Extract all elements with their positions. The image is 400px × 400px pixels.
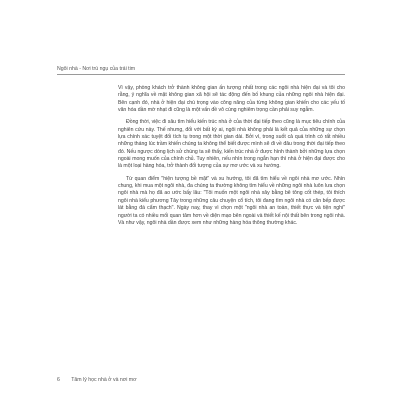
header-rule	[57, 74, 345, 75]
paragraph-3: Từ quan điểm "hiện tượng bề mặt" và xu hướng, tôi đã tìm hiểu về ngôi nhà mơ ước. Nhìn chung, khi mua một ngôi nhà, đa chúng ta thường không tìm hiểu về những ngôi nhà luôn lưa chọn ngôi nhà mà họ đã ao ước bấy lâu: "Tôi muốn một ngôi nhà xây bằng bê tông cốt thép, tôi thích ngôi nhà kiểu phương Tây trong những câu chuyện cổ tích, tôi đang tìm ngôi nhà có căn bếp được lát bằng đá cẩm thạch". Ngày nay, thay vì chọn một "ngôi nhà an toàn, thiết thực và tiện nghi" người ta có nhiều mối quan tâm hơn về diện mạo bên ngoài và thiết kế nội thất bên trong ngôi nhà. Và như vậy, ngôi nhà dần được xem như những hàng hóa thông thường khác.	[118, 175, 345, 226]
paragraph-1: Vì vậy, phòng khách trở thành không gian ấn tượng nhất trong các ngôi nhà hiện đại và tôi cho rằng, ý nghĩa về mặt không gian xã hội sẽ tác động đến bố khung của những ngôi nhà hiện đại. Bên cạnh đó, nhà ở hiện đại chú trọng vào công năng của từng không gian khiến cho các yếu tố văn hóa dần mờ nhạt đi cũng là một vấn đề vô cùng nghiêm trọng cần phải suy ngẫm.	[118, 85, 345, 114]
footer-book-title: Tâm lý học nhà ở và nơi mơ	[71, 377, 137, 383]
page-number: 6	[57, 377, 60, 383]
paragraph-2: Đồng thời, việc đi sâu tìm hiểu kiến trúc nhà ở của thời đại tiếp theo cũng là mục tiêu chính của nghiên cứu này. Thế nhưng, đối với bất kỳ ai, ngôi nhà không phải là kết quả của những sự chọn lựa chính xác tuyệt đối tích tụ trong một thời gian dài. Bởi vì, trong suốt cả quá trình có rất nhiều những tháng lúc trầm khiến chúng ta không thể biết được mình sẽ đi về đâu trong thời đại tiếp theo đó. Nếu ngược dòng lịch sử chúng ta sẽ thấy, kiến trúc nhà ở được hình thành bởi những lựa chọn ngoài mong muốn của chính chủ. Tuy nhiên, nếu nhìn trong ngắn hạn thì nhà ở hiện đại được cho là một loại hàng hóa, trở thành đối tượng của sự mơ ước và xu hướng.	[118, 119, 345, 170]
page-footer	[57, 377, 137, 383]
body-text	[118, 85, 345, 232]
running-head: Ngôi nhà - Nơi trú ngụ của trái tim	[57, 66, 136, 72]
